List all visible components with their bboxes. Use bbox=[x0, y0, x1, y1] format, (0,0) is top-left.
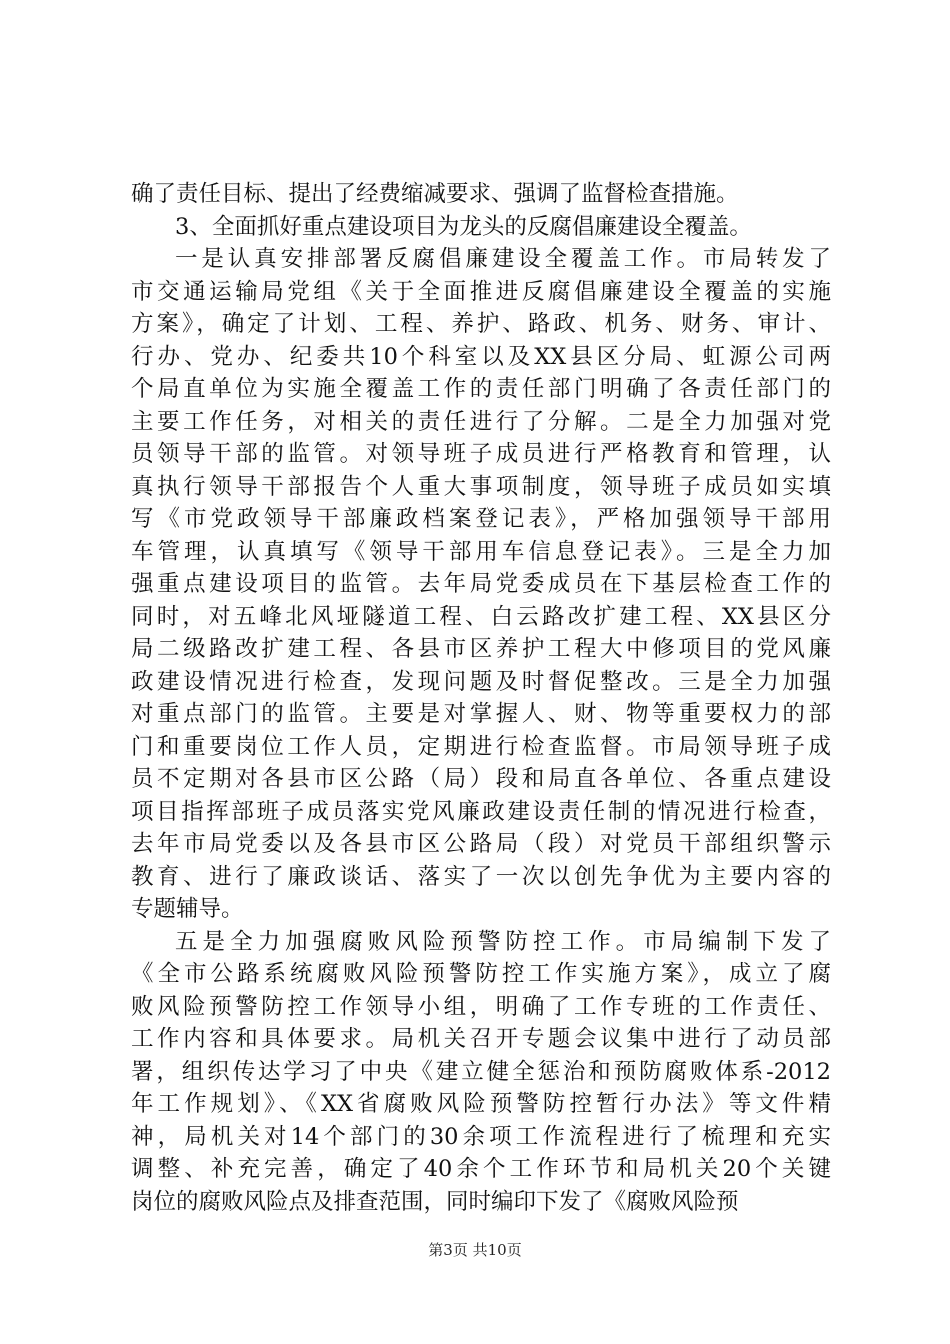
text-line: 败风险预警防控工作领导小组，明确了工作专班的工作责任、 bbox=[131, 993, 831, 1020]
text-line: 《全市公路系统腐败风险预警防控工作实施方案》，成立了腐 bbox=[131, 961, 831, 987]
text-line: 年工作规划》、《XX省腐败风险预警防控暂行办法》等文件精 bbox=[131, 1091, 831, 1117]
text-line: 方案》，确定了计划、工程、养护、路政、机务、财务、审计、 bbox=[131, 311, 831, 337]
text-line: 去年市局党委以及各县市区公路局（段）对党员干部组织警示 bbox=[131, 831, 831, 857]
text-line: 员不定期对各县市区公路（局）段和局直各单位、各重点建设 bbox=[131, 766, 831, 792]
text-line: 神，局机关对14个部门的30余项工作流程进行了梳理和充实 bbox=[131, 1123, 831, 1150]
text-line: 政建设情况进行检查，发现问题及时督促整改。三是全力加强 bbox=[131, 668, 831, 695]
text-line: 个局直单位为实施全覆盖工作的责任部门明确了各责任部门的 bbox=[131, 376, 831, 402]
text-line: 工作内容和具体要求。局机关召开专题会议集中进行了动员部 bbox=[131, 1026, 831, 1052]
paragraph-last-line: 专题辅导。 bbox=[131, 896, 244, 922]
paragraph-first-line: 一是认真安排部署反腐倡廉建设全覆盖工作。市局转发了 bbox=[175, 246, 831, 272]
text-line: 调整、补充完善，确定了40余个工作环节和局机关20个关键 bbox=[131, 1156, 831, 1182]
text-line: 项目指挥部班子成员落实党风廉政建设责任制的情况进行检查， bbox=[131, 798, 831, 825]
text-line: 员领导干部的监管。对领导班子成员进行严格教育和管理，认 bbox=[131, 441, 831, 467]
text-line: 局二级路改扩建工程、各县市区养护工程大中修项目的党风廉 bbox=[131, 636, 831, 662]
text-line: 市交通运输局党组《关于全面推进反腐倡廉建设全覆盖的实施 bbox=[131, 278, 831, 305]
section-heading: 3、全面抓好重点建设项目为龙头的反腐倡廉建设全覆盖。 bbox=[175, 213, 752, 240]
text-line: 行办、党办、纪委共10个科室以及XX县区分局、虹源公司两 bbox=[131, 343, 831, 370]
text-line: 同时，对五峰北风垭隧道工程、白云路改扩建工程、XX县区分 bbox=[131, 603, 831, 630]
text-line: 主要工作任务，对相关的责任进行了分解。二是全力加强对党 bbox=[131, 408, 831, 435]
text-line: 写《市党政领导干部廉政档案登记表》，严格加强领导干部用 bbox=[131, 506, 831, 532]
paragraph-first-line: 五是全力加强腐败风险预警防控工作。市局编制下发了 bbox=[175, 928, 831, 955]
text-line: 对重点部门的监管。主要是对掌握人、财、物等重要权力的部 bbox=[131, 701, 831, 727]
text-line: 强重点建设项目的监管。去年局党委成员在下基层检查工作的 bbox=[131, 571, 831, 597]
text-line: 教育、进行了廉政谈话、落实了一次以创先争优为主要内容的 bbox=[131, 863, 831, 890]
text-line: 车管理，认真填写《领导干部用车信息登记表》。三是全力加 bbox=[131, 538, 831, 565]
text-line: 确了责任目标、提出了经费缩减要求、强调了监督检查措施。 bbox=[131, 181, 739, 207]
text-line: 门和重要岗位工作人员，定期进行检查监督。市局领导班子成 bbox=[131, 733, 831, 760]
text-line: 署，组织传达学习了中央《建立健全惩治和预防腐败体系-2012 bbox=[131, 1058, 831, 1085]
text-line: 岗位的腐败风险点及排查范围，同时编印下发了《腐败风险预 bbox=[131, 1188, 739, 1215]
text-line: 真执行领导干部报告个人重大事项制度，领导班子成员如实填 bbox=[131, 473, 831, 500]
page-footer: 第3页 共10页 bbox=[428, 1241, 522, 1259]
